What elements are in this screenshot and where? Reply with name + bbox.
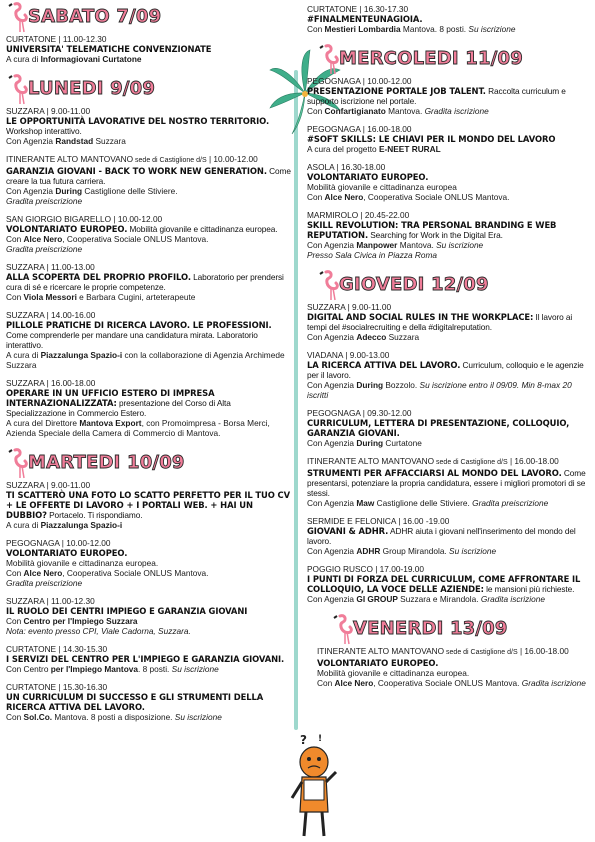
event-meta: SUZZARA | 14.00-16.00 <box>6 310 96 320</box>
svg-text:?: ? <box>300 733 307 747</box>
event-note: Presso Sala Civica in Piazza Roma <box>307 250 438 260</box>
event-title: GIOVANI & ADHR. ADHR aiuta i giovani nell'inserimento del mondo del lavoro. <box>307 526 576 546</box>
event-organizer: Con Agenzia Manpower Mantova. Su iscrizione <box>307 240 484 250</box>
event-item <box>307 408 591 448</box>
event-meta: CURTATONE | 16.30-17.30 <box>307 4 409 14</box>
day-title: GIOVEDI 12/09 <box>335 274 495 296</box>
event-note: Gradita preiscrizione <box>6 244 83 254</box>
day-header-giovedi <box>317 268 591 302</box>
day-header-venerdi <box>331 612 591 646</box>
event-meta: CURTATONE | 15.30-16.30 <box>6 682 108 692</box>
event-title: STRUMENTI PER AFFACCIARSI AL MONDO DEL LAVORO. Come presentarsi, potenziare la propria candidatura, essere i migliori promotori di se stessi. <box>307 468 586 498</box>
event-title: DIGITAL AND SOCIAL RULES IN THE WORKPLACE: Il lavoro ai tempi del #socialrecruiting e della #digitalreputation. <box>307 312 573 332</box>
event-item <box>307 302 591 342</box>
event-item <box>307 516 591 556</box>
event-title: ALLA SCOPERTA DEL PROPRIO PROFILO. Laboratorio per prendersi cura di sé e ricercare le proprie competenze. <box>6 272 284 292</box>
event-description: Mobilità giovanile e cittadinanza europea <box>307 182 457 192</box>
event-title: VOLONTARIATO EUROPEO. <box>6 548 128 558</box>
event-meta: SUZZARA | 9.00-11.00 <box>6 480 91 490</box>
column-divider <box>294 70 298 730</box>
event-item <box>6 214 293 254</box>
event-meta: CURTATONE | 14.30-15.30 <box>6 644 108 654</box>
mascot-icon <box>288 732 342 840</box>
day-title: VENERDI 13/09 <box>349 618 514 640</box>
event-organizer: Con Centro per l'Impiego Suzzara <box>6 616 138 626</box>
event-organizer: Con Mestieri Lombardia Mantova. 8 posti. Su iscrizione <box>307 24 516 34</box>
event-title: #FINALMENTEUNAGIOIA. <box>307 14 423 24</box>
event-organizer: Con Alce Nero, Cooperativa Sociale ONLUS Mantova. <box>6 234 209 244</box>
event-title: I PUNTI DI FORZA DEL CURRICULUM, COME AFFRONTARE IL COLLOQUIO, LA VOCE DELLE AZIENDE: le mansioni più richieste. <box>307 574 581 594</box>
event-item <box>307 564 591 604</box>
event-title: VOLONTARIATO EUROPEO. Mobilità giovanile e cittadinanza europea. <box>6 224 278 234</box>
day-title: MERCOLEDI 11/09 <box>335 48 529 70</box>
event-organizer: Con Agenzia Adecco Suzzara <box>307 332 420 342</box>
day-header-sabato <box>6 0 293 34</box>
event-meta: SUZZARA | 11.00-12.30 <box>6 596 95 606</box>
event-organizer: A cura di Piazzalunga Spazio-i con la collaborazione di Agenzia Archimede Suzzara <box>6 350 285 370</box>
event-item <box>6 644 293 674</box>
event-title: PRESENTAZIONE PORTALE JOB TALENT. Raccolta curriculum e supporto iscrizione nel portale. <box>307 86 566 106</box>
right-column <box>307 0 591 696</box>
event-title: I SERVIZI DEL CENTRO PER L'IMPIEGO E GARANZIA GIOVANI. <box>6 654 285 664</box>
event-meta: PEGOGNAGA | 10.00-12.00 <box>307 76 412 86</box>
event-meta: SUZZARA | 9.00-11.00 <box>6 106 91 116</box>
event-item <box>6 538 293 588</box>
event-item <box>6 480 293 530</box>
event-organizer: A cura del progetto E-NEET RURAL <box>307 144 441 154</box>
event-organizer: A cura del Direttore Mantova Export, con Promoimpresa - Borsa Merci, Azienda Speciale della Camera di Commercio di Mantova. <box>6 418 270 438</box>
event-meta: CURTATONE | 11.00-12.30 <box>6 34 107 44</box>
event-item <box>307 350 591 400</box>
event-title: OPERARE IN UN UFFICIO ESTERO DI IMPRESA INTERNAZIONALIZZATA: presentazione del Corso di Alta Specializzazione in Commercio Estero. <box>6 388 231 418</box>
event-note: Gradita preiscrizione <box>6 578 83 588</box>
event-title: LA RICERCA ATTIVA DEL LAVORO. Curriculum, colloquio e le agenzie per il lavoro. <box>307 360 584 380</box>
event-item <box>307 456 591 508</box>
event-title: VOLONTARIATO EUROPEO. <box>317 658 439 668</box>
event-meta: SUZZARA | 9.00-11.00 <box>307 302 392 312</box>
event-organizer: A cura di Piazzalunga Spazio-i <box>6 520 123 530</box>
event-organizer: Con Alce Nero, Cooperativa Sociale ONLUS Mantova. <box>6 568 209 578</box>
event-title: UN CURRICULUM DI SUCCESSO E GLI STRUMENTI DELLA RICERCA ATTIVA DEL LAVORO. <box>6 692 264 712</box>
event-meta: VIADANA | 9.00-13.00 <box>307 350 390 360</box>
event-organizer: Con Agenzia Randstad Suzzara <box>6 136 126 146</box>
event-note: Gradita preiscrizione <box>6 196 83 206</box>
event-title: UNIVERSITA' TELEMATICHE CONVENZIONATE <box>6 44 212 54</box>
event-meta: PEGOGNAGA | 10.00-12.00 <box>6 538 111 548</box>
event-organizer: Con Agenzia ADHR Group Mirandola. Su iscrizione <box>307 546 497 556</box>
event-organizer: Con Alce Nero, Cooperativa Sociale ONLUS Mantova. Gradita iscrizione <box>317 678 586 688</box>
event-title: TI SCATTERÒ UNA FOTO LO SCATTO PERFETTO PER IL TUO CV + LE OFFERTE DI LAVORO + I PORTALI WEB. + HAI UN DUBBIO? Portacelo. Ti rispondiamo. <box>6 490 290 520</box>
event-organizer: Con Alce Nero, Cooperativa Sociale ONLUS Mantova. <box>307 192 510 202</box>
event-item <box>307 210 591 260</box>
event-meta: SUZZARA | 16.00-18.00 <box>6 378 96 388</box>
event-meta: ITINERANTE ALTO MANTOVANO sede di Castiglione d/S | 10.00-12.00 <box>6 154 258 164</box>
event-meta: SAN GIORGIO BIGARELLO | 10.00-12.00 <box>6 214 163 224</box>
event-meta: ITINERANTE ALTO MANTOVANO sede di Castiglione d/S | 16.00-18.00 <box>317 646 569 656</box>
day-header-martedi <box>6 446 293 480</box>
event-item <box>6 34 293 64</box>
event-item <box>307 646 591 688</box>
event-note: Nota: evento presso CPI, Viale Cadorna, Suzzara. <box>6 626 191 636</box>
event-meta: PEGOGNAGA | 16.00-18.00 <box>307 124 412 134</box>
event-item <box>307 124 591 154</box>
left-column <box>6 0 293 730</box>
event-item <box>6 596 293 636</box>
event-meta: ITINERANTE ALTO MANTOVANO sede di Castiglione d/S | 16.00-18.00 <box>307 456 559 466</box>
day-title: MARTEDI 10/09 <box>24 452 191 474</box>
event-item <box>6 310 293 370</box>
day-title: SABATO 7/09 <box>24 6 167 28</box>
event-organizer: Con Confartigianato Mantova. Gradita iscrizione <box>307 106 489 116</box>
event-meta: MARMIROLO | 20.45-22.00 <box>307 210 410 220</box>
event-organizer: Con Agenzia During Bozzolo. Su iscrizione entro il 09/09. Min 8-max 20 iscritti <box>307 380 572 400</box>
event-organizer: Con Viola Messori e Barbara Cugini, arteterapeute <box>6 292 196 302</box>
event-item <box>6 682 293 722</box>
event-title: #SOFT SKILLS: LE CHIAVI PER IL MONDO DEL LAVORO <box>307 134 556 144</box>
event-description: Mobilità giovanile e cittadinanza europea. <box>317 668 470 678</box>
day-header-mercoledi <box>317 42 591 76</box>
event-item <box>6 378 293 438</box>
event-organizer: A cura di Informagiovani Curtatone <box>6 54 142 64</box>
event-meta: SERMIDE E FELONICA | 16.00 -19.00 <box>307 516 450 526</box>
day-header-lunedi <box>6 72 293 106</box>
event-organizer: Con Agenzia During Curtatone <box>307 438 422 448</box>
event-organizer: Con Centro per l'Impiego Mantova. 8 posti. Su iscrizione <box>6 664 219 674</box>
event-title: VOLONTARIATO EUROPEO. <box>307 172 429 182</box>
svg-text:!: ! <box>318 734 323 744</box>
event-item <box>307 76 591 116</box>
event-title: GARANZIA GIOVANI - BACK TO WORK NEW GENERATION. Come creare la tua futura carriera. <box>6 166 291 186</box>
event-meta: POGGIO RUSCO | 17.00-19.00 <box>307 564 424 574</box>
event-title: CURRICULUM, LETTERA DI PRESENTAZIONE, COLLOQUIO, GARANZIA GIOVANI. <box>307 418 570 438</box>
event-description: Mobilità giovanile e cittadinanza europea. <box>6 558 159 568</box>
event-item <box>6 154 293 206</box>
event-organizer: Con Sol.Co. Mantova. 8 posti a disposizione. Su iscrizione <box>6 712 222 722</box>
event-item <box>6 106 293 146</box>
event-organizer: Con Agenzia Maw Castiglione delle Stiviere. Gradita preiscrizione <box>307 498 549 508</box>
event-organizer: Con Agenzia During Castiglione delle Stiviere. <box>6 186 178 196</box>
day-title: LUNEDI 9/09 <box>24 78 161 100</box>
event-title: PILLOLE PRATICHE DI RICERCA LAVORO. LE PROFESSIONI. Come comprenderle per mandare una candidatura mirata. Laboratorio interattivo. <box>6 320 272 350</box>
event-meta: PEGOGNAGA | 09.30-12.00 <box>307 408 412 418</box>
event-meta: SUZZARA | 11.00-13.00 <box>6 262 95 272</box>
event-item <box>307 162 591 202</box>
event-title: LE OPPORTUNITÀ LAVORATIVE DEL NOSTRO TERRITORIO. Workshop interattivo. <box>6 116 270 136</box>
event-title: SKILL REVOLUTION: TRA PERSONAL BRANDING E WEB REPUTATION. Searching for Work in the Digital Era. <box>307 220 557 240</box>
event-title: IL RUOLO DEI CENTRI IMPIEGO E GARANZIA GIOVANI <box>6 606 248 616</box>
event-item <box>307 4 591 34</box>
event-item <box>6 262 293 302</box>
event-meta: ASOLA | 16.30-18.00 <box>307 162 386 172</box>
event-organizer: Con Agenzia GI GROUP Suzzara e Mirandola. Gradita iscrizione <box>307 594 545 604</box>
